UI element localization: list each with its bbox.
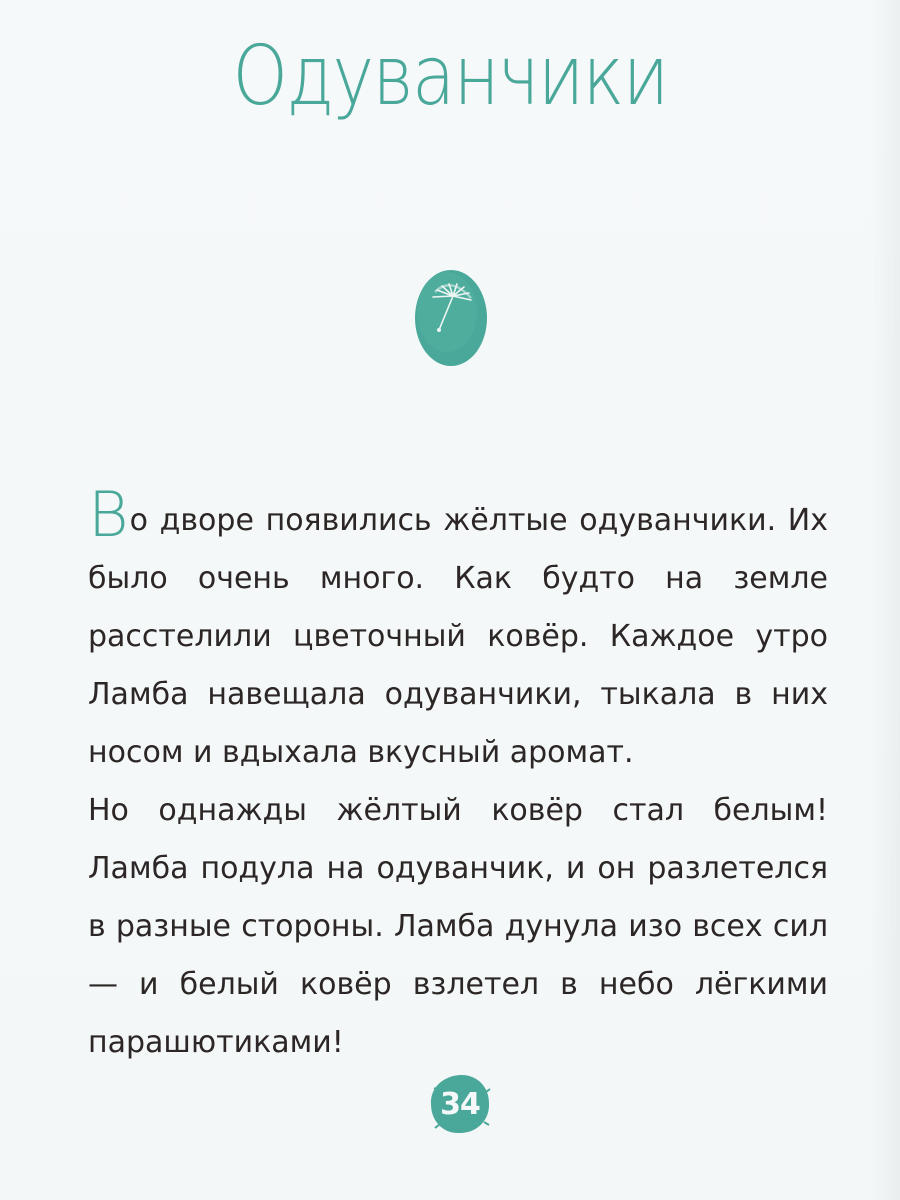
story-paragraph [88, 478, 828, 782]
dandelion-seed-icon [413, 268, 489, 368]
drop-cap: В [88, 478, 129, 551]
page-edge-shadow [870, 0, 900, 1200]
page-number: 34 [440, 1086, 480, 1122]
story-text [88, 478, 828, 1072]
story-paragraph: Но однажды жёлтый ковёр стал белым! Ламба подула на одуванчик, и он разлетелся в разные стороны. Ламба дунула изо всех сил — и белый ковёр взлетел в небо лёгкими парашютиками! [88, 793, 828, 1060]
page-title: Одуванчики [232, 29, 668, 124]
paragraph-text: о дворе появились жёлтые одуванчики. Их было очень много. Как будто на земле расстелили цветочный ковёр. Каждое утро Ламба навещала одуванчики, тыкала в них носом и вдыхала вкусный аромат. [88, 503, 828, 770]
